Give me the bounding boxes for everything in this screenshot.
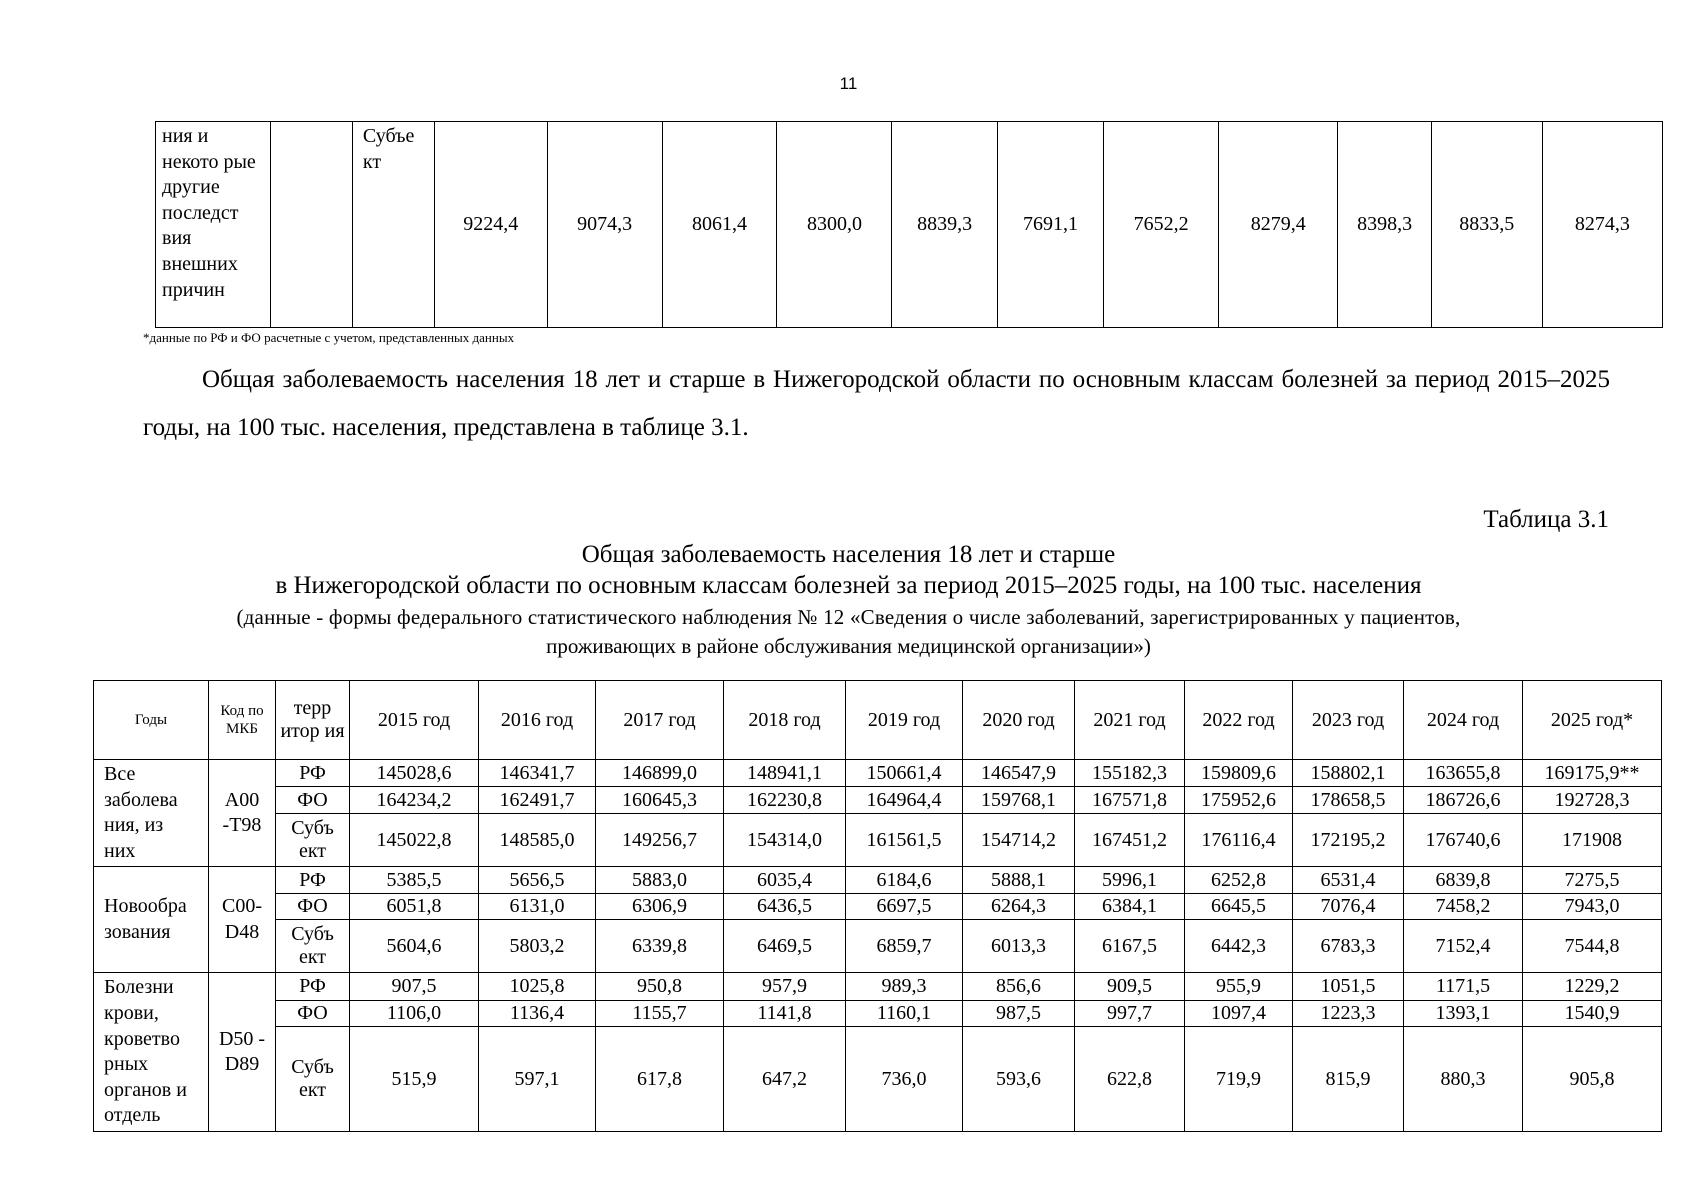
territory-cell: РФ xyxy=(276,760,350,787)
table-row xyxy=(94,867,1662,894)
value-cell: 1540,9 xyxy=(1523,1000,1662,1026)
table-row xyxy=(94,760,1662,787)
value-cell: 6339,8 xyxy=(596,920,724,973)
territory-cell: Субъ ект xyxy=(276,920,350,973)
header-year: 2024 год xyxy=(1404,681,1523,760)
value-cell: 5996,1 xyxy=(1075,867,1185,894)
value-cell: 6645,5 xyxy=(1185,894,1293,920)
header-code: Код по МКБ xyxy=(209,681,276,760)
value-cell: 8279,4 xyxy=(1219,122,1338,328)
header-year: 2019 год xyxy=(846,681,963,760)
value-cell: 7076,4 xyxy=(1293,894,1404,920)
value-cell: 6436,5 xyxy=(724,894,846,920)
value-cell: 907,5 xyxy=(350,973,479,1000)
value-cell: 8833,5 xyxy=(1431,122,1542,328)
value-cell: 7152,4 xyxy=(1404,920,1523,973)
value-cell: 159768,1 xyxy=(963,787,1075,813)
value-cell: 5385,5 xyxy=(350,867,479,894)
header-years: Годы xyxy=(94,681,209,760)
territory-cell: Субъ ект xyxy=(276,813,350,867)
value-cell: 148941,1 xyxy=(724,760,846,787)
value-cell: 164234,2 xyxy=(350,787,479,813)
value-cell: 815,9 xyxy=(1293,1027,1404,1132)
value-cell: 6306,9 xyxy=(596,894,724,920)
value-cell: 6384,1 xyxy=(1075,894,1185,920)
value-cell: 8300,0 xyxy=(777,122,892,328)
value-cell: 987,5 xyxy=(963,1000,1075,1026)
intro-paragraph: Общая заболеваемость населения 18 лет и старше в Нижегородской области по основным классам болезней за период 2015–2025 годы, на 100 тыс. населения, представлена в таблице 3.1. xyxy=(143,366,1610,441)
value-cell: 178658,5 xyxy=(1293,787,1404,813)
icd-code: D50 - D89 xyxy=(209,973,276,1132)
value-cell: 150661,4 xyxy=(846,760,963,787)
value-cell: 6783,3 xyxy=(1293,920,1404,973)
value-cell: 856,6 xyxy=(963,973,1075,1000)
value-cell: 162230,8 xyxy=(724,787,846,813)
table-label: Таблица 3.1 xyxy=(1483,506,1609,533)
value-cell: 622,8 xyxy=(1075,1027,1185,1132)
morbidity-table xyxy=(93,680,1662,1132)
value-cell: 957,9 xyxy=(724,973,846,1000)
value-cell: 167451,2 xyxy=(1075,813,1185,867)
value-cell: 8398,3 xyxy=(1338,122,1432,328)
value-cell: 1393,1 xyxy=(1404,1000,1523,1026)
value-cell: 155182,3 xyxy=(1075,760,1185,787)
table-caption-source: проживающих в районе обслуживания медицинской организации») xyxy=(546,634,1151,658)
value-cell: 9074,3 xyxy=(547,122,662,328)
value-cell: 145028,6 xyxy=(350,760,479,787)
page-number: 11 xyxy=(839,74,858,93)
header-year: 2020 год xyxy=(963,681,1075,760)
value-cell: 6859,7 xyxy=(846,920,963,973)
table-caption-line: в Нижегородской области по основным классам болезней за период 2015–2025 годы, на 100 тыс. населения xyxy=(275,572,1422,599)
value-cell: 154714,2 xyxy=(963,813,1075,867)
value-cell: 647,2 xyxy=(724,1027,846,1132)
value-cell: 6184,6 xyxy=(846,867,963,894)
value-cell: 1155,7 xyxy=(596,1000,724,1026)
table-row xyxy=(94,894,1662,920)
value-cell: 7652,2 xyxy=(1104,122,1219,328)
value-cell: 1136,4 xyxy=(479,1000,596,1026)
territory-cell: ФО xyxy=(276,1000,350,1026)
value-cell: 192728,3 xyxy=(1523,787,1662,813)
header-year: 2025 год* xyxy=(1523,681,1662,760)
continuation-row xyxy=(156,122,1663,328)
header-territory: терр итор ия xyxy=(276,681,350,760)
header-year: 2022 год xyxy=(1185,681,1293,760)
header-year: 2015 год xyxy=(350,681,479,760)
territory-cell: Субъе кт xyxy=(352,122,434,328)
value-cell: 8274,3 xyxy=(1542,122,1662,328)
value-cell: 167571,8 xyxy=(1075,787,1185,813)
value-cell: 154314,0 xyxy=(724,813,846,867)
value-cell: 1171,5 xyxy=(1404,973,1523,1000)
value-cell: 5656,5 xyxy=(479,867,596,894)
value-cell: 164964,4 xyxy=(846,787,963,813)
table-header-row xyxy=(94,681,1662,760)
value-cell: 5883,0 xyxy=(596,867,724,894)
value-cell: 186726,6 xyxy=(1404,787,1523,813)
table-row xyxy=(94,1027,1662,1132)
value-cell: 146547,9 xyxy=(963,760,1075,787)
territory-cell: ФО xyxy=(276,787,350,813)
value-cell: 950,8 xyxy=(596,973,724,1000)
value-cell: 6051,8 xyxy=(350,894,479,920)
value-cell: 6531,4 xyxy=(1293,867,1404,894)
footnote: *данные по РФ и ФО расчетные с учетом, представленных данных xyxy=(143,330,515,345)
territory-cell: ФО xyxy=(276,894,350,920)
value-cell: 1141,8 xyxy=(724,1000,846,1026)
table-row xyxy=(94,973,1662,1000)
value-cell: 1025,8 xyxy=(479,973,596,1000)
value-cell: 159809,6 xyxy=(1185,760,1293,787)
value-cell: 9224,4 xyxy=(434,122,547,328)
value-cell: 997,7 xyxy=(1075,1000,1185,1026)
value-cell: 5803,2 xyxy=(479,920,596,973)
value-cell: 149256,7 xyxy=(596,813,724,867)
value-cell: 7544,8 xyxy=(1523,920,1662,973)
value-cell: 6442,3 xyxy=(1185,920,1293,973)
value-cell: 7275,5 xyxy=(1523,867,1662,894)
header-year: 2017 год xyxy=(596,681,724,760)
value-cell: 6131,0 xyxy=(479,894,596,920)
disease-class-label: Болезни крови, кроветво рных органов и отдель xyxy=(94,973,209,1132)
value-cell: 163655,8 xyxy=(1404,760,1523,787)
value-cell: 172195,2 xyxy=(1293,813,1404,867)
value-cell: 176740,6 xyxy=(1404,813,1523,867)
value-cell: 6035,4 xyxy=(724,867,846,894)
code-cell xyxy=(270,122,352,328)
continuation-table xyxy=(155,121,1663,328)
value-cell: 1051,5 xyxy=(1293,973,1404,1000)
value-cell: 6697,5 xyxy=(846,894,963,920)
value-cell: 880,3 xyxy=(1404,1027,1523,1132)
value-cell: 162491,7 xyxy=(479,787,596,813)
value-cell: 8061,4 xyxy=(662,122,777,328)
value-cell: 145022,8 xyxy=(350,813,479,867)
value-cell: 1160,1 xyxy=(846,1000,963,1026)
value-cell: 161561,5 xyxy=(846,813,963,867)
value-cell: 1223,3 xyxy=(1293,1000,1404,1026)
value-cell: 909,5 xyxy=(1075,973,1185,1000)
value-cell: 176116,4 xyxy=(1185,813,1293,867)
value-cell: 5604,6 xyxy=(350,920,479,973)
value-cell: 905,8 xyxy=(1523,1027,1662,1132)
value-cell: 1229,2 xyxy=(1523,973,1662,1000)
header-year: 2018 год xyxy=(724,681,846,760)
value-cell: 593,6 xyxy=(963,1027,1075,1132)
class-label: ния и некото рые другие последст вия внешних причин xyxy=(156,122,271,328)
table-row xyxy=(94,787,1662,813)
value-cell: 7458,2 xyxy=(1404,894,1523,920)
value-cell: 169175,9** xyxy=(1523,760,1662,787)
value-cell: 146899,0 xyxy=(596,760,724,787)
value-cell: 7943,0 xyxy=(1523,894,1662,920)
disease-class-label: Новообра зования xyxy=(94,867,209,973)
table-caption-line: Общая заболеваемость населения 18 лет и старше xyxy=(581,541,1116,568)
icd-code: А00 -Т98 xyxy=(209,760,276,867)
value-cell: 5888,1 xyxy=(963,867,1075,894)
value-cell: 6013,3 xyxy=(963,920,1075,973)
territory-cell: Субъ ект xyxy=(276,1027,350,1132)
value-cell: 989,3 xyxy=(846,973,963,1000)
header-year: 2021 год xyxy=(1075,681,1185,760)
disease-class-label: Все заболева ния, из них xyxy=(94,760,209,867)
header-year: 2016 год xyxy=(479,681,596,760)
territory-cell: РФ xyxy=(276,973,350,1000)
value-cell: 158802,1 xyxy=(1293,760,1404,787)
value-cell: 160645,3 xyxy=(596,787,724,813)
value-cell: 148585,0 xyxy=(479,813,596,867)
value-cell: 6264,3 xyxy=(963,894,1075,920)
table-caption-source: (данные - формы федерального статистического наблюдения № 12 «Сведения о числе заболеваний, зарегистрированных у пациентов, xyxy=(236,605,1461,629)
territory-cell: РФ xyxy=(276,867,350,894)
value-cell: 617,8 xyxy=(596,1027,724,1132)
value-cell: 6839,8 xyxy=(1404,867,1523,894)
table-row xyxy=(94,1000,1662,1026)
value-cell: 955,9 xyxy=(1185,973,1293,1000)
value-cell: 8839,3 xyxy=(892,122,997,328)
table-row xyxy=(94,813,1662,867)
value-cell: 736,0 xyxy=(846,1027,963,1132)
header-year: 2023 год xyxy=(1293,681,1404,760)
value-cell: 171908 xyxy=(1523,813,1662,867)
value-cell: 1097,4 xyxy=(1185,1000,1293,1026)
value-cell: 175952,6 xyxy=(1185,787,1293,813)
value-cell: 7691,1 xyxy=(997,122,1103,328)
value-cell: 6252,8 xyxy=(1185,867,1293,894)
value-cell: 597,1 xyxy=(479,1027,596,1132)
value-cell: 719,9 xyxy=(1185,1027,1293,1132)
value-cell: 515,9 xyxy=(350,1027,479,1132)
value-cell: 6469,5 xyxy=(724,920,846,973)
icd-code: С00- D48 xyxy=(209,867,276,973)
table-row xyxy=(94,920,1662,973)
value-cell: 146341,7 xyxy=(479,760,596,787)
value-cell: 1106,0 xyxy=(350,1000,479,1026)
value-cell: 6167,5 xyxy=(1075,920,1185,973)
